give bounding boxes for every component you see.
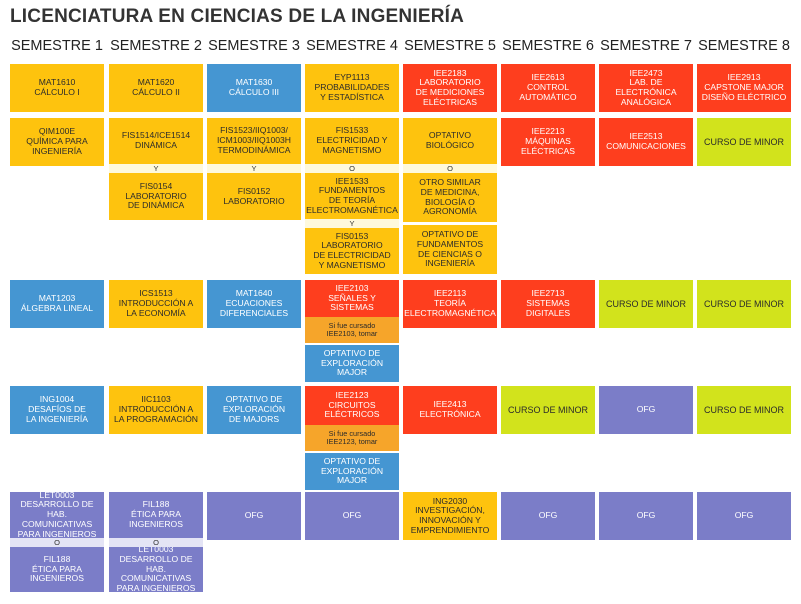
course-iee2913[interactable] [697, 64, 791, 112]
course-name: SEÑALES Y [328, 292, 376, 303]
course-fil188[interactable] [109, 492, 203, 538]
course-name: ÁLGEBRA LINEAL [20, 303, 94, 313]
course-code: FIS0154 [139, 180, 173, 191]
semester-header-6: SEMESTRE 6 [502, 38, 594, 54]
course-name: DINÁMICA [134, 140, 178, 150]
course-name: LAB. DE [629, 77, 663, 88]
course-name: FUNDAMENTOS [318, 185, 386, 196]
course-name: DESARROLLO DE HAB. [20, 499, 94, 520]
course-name: ELECTROMAGNÉTICA [404, 307, 496, 318]
course-let0003[interactable] [109, 547, 203, 592]
course-name: COMUNICACIONES [606, 141, 686, 151]
semester-header-3: SEMESTRE 3 [208, 38, 300, 54]
semester-header-4: SEMESTRE 4 [306, 38, 398, 54]
course-name: CONTROL [526, 82, 570, 93]
course-fil188[interactable] [10, 547, 104, 592]
course-name: TEORÍA [434, 298, 466, 309]
course-eyp1113[interactable] [305, 64, 399, 112]
course-fis1523[interactable] [207, 118, 301, 164]
course-name: DIGITALES [525, 307, 571, 318]
course-name: LA INGENIERÍA [25, 413, 89, 424]
course-name: INNOVACIÓN Y [419, 515, 481, 525]
course-ing1004[interactable] [10, 386, 104, 434]
course-code: IEE2213 [531, 126, 565, 137]
course-name: OPTATIVO [428, 130, 472, 141]
course-name: ÉTICA PARA [32, 563, 82, 574]
course-name: LABORATORIO [223, 195, 285, 206]
course-name: BIOLOGÍA O [425, 196, 475, 207]
course-ing2030[interactable] [403, 492, 497, 540]
course-name: INTRODUCCIÓN A [118, 298, 194, 309]
course-code: EYP1113 [334, 72, 370, 83]
or-separator: O [10, 538, 104, 547]
course-name: ELÉCTRICAS [521, 145, 575, 156]
course-code: FIS1523/IIQ1003/ [220, 125, 288, 136]
course-name: CÁLCULO III [228, 87, 280, 97]
course-name: AGRONOMÍA [423, 206, 477, 217]
and-separator: Y [305, 219, 399, 228]
and-separator: Y [207, 164, 301, 173]
course-mat1203[interactable] [10, 280, 104, 328]
course-iee2183[interactable] [403, 64, 497, 112]
substitution-note [305, 317, 399, 343]
course-name: Y ESTADÍSTICA [320, 91, 384, 102]
course-code: ING2030 [432, 495, 468, 506]
semester-header-5: SEMESTRE 5 [404, 38, 496, 54]
course-name: LA PROGRAMACIÓN [113, 413, 199, 424]
course-name: ELÉCTRICOS [324, 409, 380, 420]
course-name: QUÍMICA PARA [26, 136, 88, 147]
course-ofg[interactable]: OFG [697, 492, 791, 540]
course-iee2113[interactable] [403, 280, 497, 328]
course-ofg[interactable]: OFG [305, 492, 399, 540]
course-name: ECUACIONES [225, 298, 283, 309]
course-fis1514[interactable] [109, 118, 203, 164]
course-name: INTRODUCCIÓN A [118, 404, 194, 415]
course-optativo-biologico[interactable] [403, 118, 497, 164]
course-name: LABORATORIO [321, 240, 383, 251]
course-name: EMPRENDIMIENTO [410, 524, 490, 535]
page-title: LICENCIATURA EN CIENCIAS DE LA INGENIERÍA [10, 6, 465, 27]
course-name: COMUNICATIVAS [120, 573, 192, 584]
course-name: EXPLORACIÓN [222, 404, 286, 415]
course-name: DIFERENCIALES [219, 307, 289, 318]
or-separator: O [305, 164, 399, 173]
semester-header-7: SEMESTRE 7 [600, 38, 692, 54]
course-name: PROBABILIDADES [314, 82, 390, 93]
course-name: LABORATORIO [419, 77, 481, 88]
course-iee2103[interactable] [305, 280, 399, 317]
course-code: FIS1514/ICE1514 [121, 130, 191, 141]
course-code: FIS0153 [335, 230, 369, 241]
course-name: EXPLORACIÓN [320, 357, 384, 368]
course-name: CÁLCULO I [34, 87, 80, 97]
course-name: ÉTICA PARA [131, 509, 181, 520]
course-code: IEE2513 [629, 131, 663, 142]
course-name: MAJOR [336, 367, 368, 378]
course-code: IEE2413 [433, 399, 467, 410]
course-minor[interactable]: CURSO DE MINOR [599, 280, 693, 328]
or-separator: O [109, 538, 203, 547]
note-text: IEE2123, tomar [326, 437, 378, 446]
course-code: IEE2123 [335, 389, 369, 400]
course-code: MAT1620 [137, 77, 175, 88]
course-fis0154[interactable] [109, 173, 203, 220]
course-fis1533[interactable] [305, 118, 399, 164]
semester-header-8: SEMESTRE 8 [698, 38, 790, 54]
course-minor[interactable]: CURSO DE MINOR [501, 386, 595, 434]
course-code: IEE2713 [531, 288, 565, 299]
course-name: DE MEDICINA, [420, 186, 480, 197]
course-name: COMUNICATIVAS [21, 518, 93, 529]
course-let0003[interactable] [10, 492, 104, 538]
course-name: OPTATIVO DE [225, 394, 283, 405]
course-code: IEE2103 [335, 282, 369, 293]
course-optativo-fundamentos[interactable] [403, 225, 497, 274]
course-mat1630[interactable] [207, 64, 301, 112]
course-code: IEE2613 [531, 72, 565, 83]
course-name: DE DINÁMICA [127, 200, 185, 211]
course-name: AUTOMÁTICO [519, 91, 577, 102]
course-name: PARA INGENIEROS [17, 528, 97, 538]
course-minor[interactable]: CURSO DE MINOR [697, 386, 791, 434]
course-iee2123[interactable] [305, 386, 399, 425]
course-code: LET0003 [39, 492, 75, 500]
course-name: SISTEMAS [330, 302, 374, 313]
course-code: FIL188 [43, 553, 71, 564]
course-code: MAT1203 [38, 293, 76, 304]
or-separator: O [403, 164, 497, 173]
course-code: MAT1640 [235, 288, 273, 299]
course-ofg[interactable]: OFG [599, 492, 693, 540]
course-name: DESAFÍOS DE [28, 404, 86, 415]
course-name: BIOLÓGICO [425, 140, 475, 150]
course-name: CIRCUITOS [328, 399, 376, 410]
course-name: DE TEORÍA [328, 195, 376, 205]
course-ofg[interactable]: OFG [599, 386, 693, 434]
course-name: INGENIEROS [30, 573, 84, 584]
course-name: ELÉCTRICAS [423, 96, 477, 107]
course-name: INGENIEROS [129, 518, 183, 529]
course-optativo-exploracion-majors[interactable] [207, 386, 301, 434]
course-mat1640[interactable] [207, 280, 301, 328]
course-code: FIS1533 [335, 125, 369, 136]
course-code: MAT1610 [38, 77, 76, 88]
course-name: DE CIENCIAS O [418, 248, 482, 259]
course-minor[interactable]: CURSO DE MINOR [697, 280, 791, 328]
course-mat1620[interactable] [109, 64, 203, 112]
course-iee1533[interactable] [305, 173, 399, 219]
course-code: IEE2913 [727, 72, 761, 83]
course-code: ICM1003/IIQ1003H [216, 135, 292, 146]
course-name: ELECTRÓNICA [615, 87, 677, 97]
course-qim100e[interactable] [10, 118, 104, 166]
course-code: LET0003 [138, 547, 174, 555]
course-name: OTRO SIMILAR [419, 177, 481, 188]
note-text: Si fue cursado [328, 320, 376, 330]
course-code: ICS1513 [139, 288, 173, 299]
course-code: FIS0152 [237, 185, 271, 196]
course-code: QIM100E [38, 126, 76, 137]
course-iee2213[interactable] [501, 118, 595, 166]
course-name: INGENIERÍA [32, 145, 82, 156]
course-optativo-exploracion-major[interactable] [305, 345, 399, 382]
and-separator: Y [109, 164, 203, 173]
course-code: ING1004 [39, 394, 75, 405]
course-ofg[interactable]: OFG [207, 492, 301, 540]
course-name: LA ECONOMÍA [126, 307, 186, 318]
course-name: DESARROLLO DE HAB. [119, 553, 193, 574]
course-iee2613[interactable] [501, 64, 595, 112]
note-text: Si fue cursado [328, 428, 376, 438]
note-text: IEE2103, tomar [326, 329, 378, 338]
course-name: EXPLORACIÓN [320, 465, 384, 476]
course-name: ANALÓGICA [620, 96, 672, 107]
course-iee2513[interactable] [599, 118, 693, 166]
course-code: IEE2183 [433, 67, 467, 78]
semester-header-2: SEMESTRE 2 [110, 38, 202, 54]
course-code: FIL188 [142, 499, 170, 510]
course-name: DE MAJORS [228, 413, 280, 424]
course-name: LABORATORIO [125, 190, 187, 201]
course-minor[interactable]: CURSO DE MINOR [697, 118, 791, 166]
substitution-note [305, 425, 399, 451]
course-name: TERMODINÁMICA [217, 144, 291, 155]
course-name: SISTEMAS [526, 298, 570, 309]
course-ofg[interactable]: OFG [501, 492, 595, 540]
course-name: DE ELECTRICIDAD [313, 250, 391, 260]
course-name: FUNDAMENTOS [416, 238, 484, 249]
course-otro-similar[interactable] [403, 173, 497, 222]
course-name: MAJOR [336, 475, 368, 486]
course-name: INGENIERÍA [425, 258, 475, 269]
course-name: ELECTRÓNICA [419, 409, 481, 419]
course-code: IEE2473 [629, 67, 663, 78]
course-code: IEE2113 [433, 288, 467, 299]
course-code: IEE1533 [335, 175, 369, 186]
course-fis0152[interactable] [207, 173, 301, 220]
course-code: IIC1103 [141, 394, 171, 405]
course-name: OPTATIVO DE [421, 229, 479, 240]
course-optativo-exploracion-major[interactable] [305, 453, 399, 490]
course-name: OPTATIVO DE [323, 347, 381, 358]
course-name: Y MAGNETISMO [318, 259, 386, 270]
course-name: DE MEDICIONES [415, 87, 485, 97]
course-iee2473[interactable] [599, 64, 693, 112]
course-name: ELECTROMAGNÉTICA [306, 204, 398, 215]
course-code: MAT1630 [235, 77, 273, 88]
course-iee2713[interactable] [501, 280, 595, 328]
course-name: INVESTIGACIÓN, [415, 505, 485, 516]
course-name: MAGNETISMO [322, 144, 382, 155]
course-name: OPTATIVO DE [323, 455, 381, 466]
course-ics1513[interactable] [109, 280, 203, 328]
course-name: DISEÑO ELÉCTRICO [701, 91, 787, 102]
course-iic1103[interactable] [109, 386, 203, 434]
course-fis0153[interactable] [305, 228, 399, 274]
course-iee2413[interactable] [403, 386, 497, 434]
course-name: PARA INGENIEROS [116, 583, 196, 592]
course-mat1610[interactable] [10, 64, 104, 112]
course-name: ELECTRICIDAD Y [316, 135, 388, 146]
course-name: CAPSTONE MAJOR [704, 82, 784, 93]
course-name: CÁLCULO II [132, 87, 180, 97]
course-name: MÁQUINAS [525, 136, 571, 147]
semester-header-1: SEMESTRE 1 [11, 38, 103, 54]
